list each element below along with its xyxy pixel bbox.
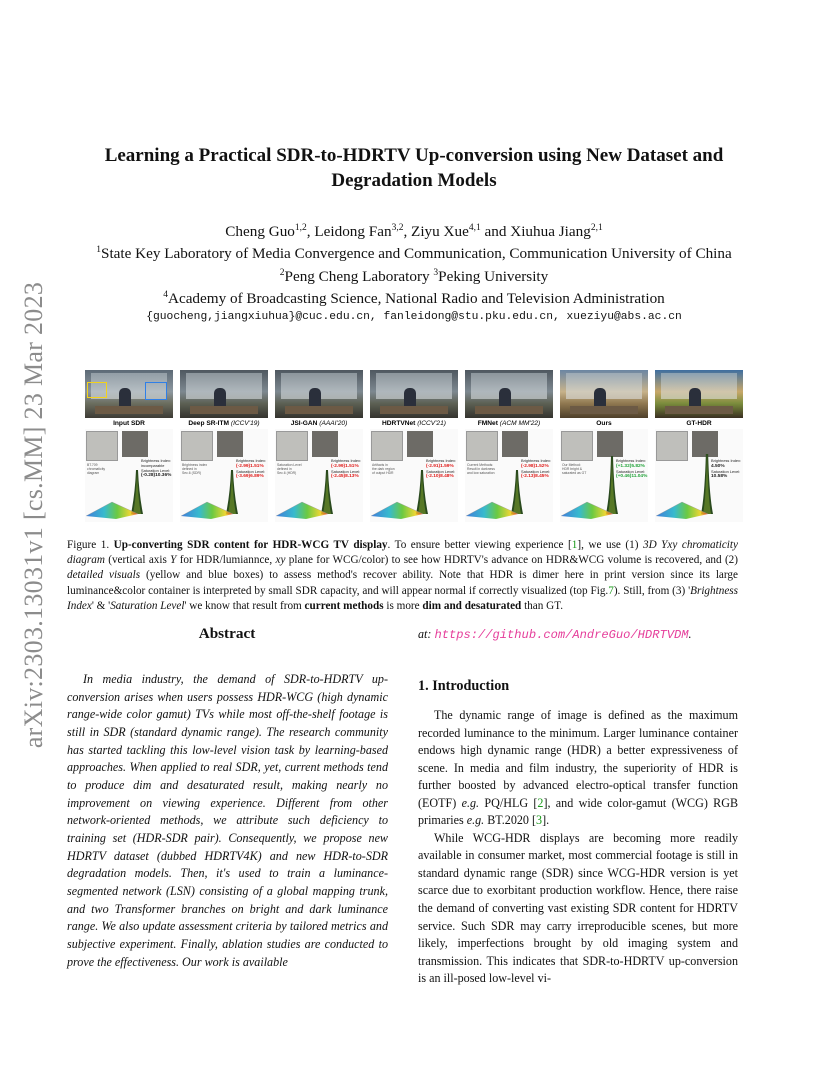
teaser-column <box>655 370 743 522</box>
scene-thumbnail <box>655 370 743 418</box>
yellow-box-icon <box>87 382 107 398</box>
intro-paragraph-1: The dynamic range of image is defined as the maximum recorded luminance to the minimum. Larger luminance container endows high dynamic range (HDR) a better expressiveness of scene. In media and film industry, the superiority of HDR is further boosted by advanced electro-optical transfer function (EOTF) e.g. PQ/HLG [2], and wide color-gamut (WCG) RGB primaries e.g. BT.2020 [3]. <box>418 708 739 828</box>
chromaticity-panel <box>370 429 458 522</box>
availability-prefix: at: <box>418 627 432 641</box>
method-label: Ours <box>596 420 612 427</box>
teaser-column <box>370 370 458 522</box>
intro-text <box>418 707 738 988</box>
availability-suffix: . <box>688 627 692 641</box>
brightness-saturation-index: Brightness Index: (-2.99)1.51% Saturation Level: (-3.69)6.89% <box>236 458 267 480</box>
teaser-column <box>85 370 173 522</box>
detail-crop-yellow <box>466 431 498 461</box>
chromaticity-diagram-icon <box>82 496 140 520</box>
affiliation-3: $^4$Academy of Broadcasting Science, National Radio and Television Administration <box>163 290 665 308</box>
scene-thumbnail <box>275 370 363 418</box>
panel-note: Saturation Level defined in Sec.6 (HDR) <box>277 463 302 476</box>
chromaticity-diagram-icon <box>462 496 520 520</box>
detail-crop-yellow <box>371 431 403 461</box>
figure-caption: Figure 1. Up-converting SDR content for HDR-WCG TV display. To ensure better viewing experience [1], we use (1) 3D Yxy chromaticity diagram (vertical axis Y for HDR/lumiannce, xy plane for WCG/color) to see how HDRTV's advance on HDR&WCG volume is recovered, and (2) detailed visuals (yellow and blue boxes) to assess method's recover ability. Note that HDR is dimer here in print version since its large luminance&color container is interpreted by small SDR capacity, and will appear normal if correctly visualized (top Fig.7). Still, from (3) 'Brightness Index' & 'Saturation Level' we know that result from current methods is more dim and desaturated than GT. <box>67 539 738 612</box>
method-label: FMNet (ACM MM'22) <box>477 420 541 427</box>
teaser-column <box>465 370 553 522</box>
detail-crop-yellow <box>561 431 593 461</box>
detail-crop-yellow <box>181 431 213 461</box>
brightness-saturation-index: Brightness Index: incomparable Saturation Level: (-0.28)10.36% <box>141 458 172 479</box>
abstract-heading: Abstract <box>198 625 256 642</box>
scene-thumbnail <box>370 370 458 418</box>
chromaticity-panel <box>85 429 173 522</box>
teaser-column <box>560 370 648 522</box>
author-emails: {guocheng,jiangxiuhua}@cuc.edu.cn, fanleidong@stu.pku.edu.cn, xueziyu@abs.ac.cn <box>146 311 682 324</box>
affiliation-2: $^2$Peng Cheng Laboratory $^3$Peking University <box>279 267 549 285</box>
affiliation-1: $^1$State Key Laboratory of Media Convergence and Communication, Communication University of China <box>96 245 732 263</box>
chromaticity-diagram-icon <box>177 496 235 520</box>
brightness-saturation-index: Brightness Index: (+1.32)5.82% Saturation Level: (+0.46)11.04% <box>616 458 648 480</box>
scene-thumbnail <box>465 370 553 418</box>
detail-crop-yellow <box>86 431 118 461</box>
arxiv-stamp: arXiv:2303.13031v1 [cs.MM] 23 Mar 2023 <box>19 281 48 749</box>
panel-note: Brightness index defined in Sec.6 (SDR) <box>182 463 208 476</box>
method-label: GT-HDR <box>686 420 712 427</box>
chromaticity-diagram-icon <box>652 496 710 520</box>
intro-heading: 1. Introduction <box>418 678 510 694</box>
scene-thumbnail <box>180 370 268 418</box>
scene-thumbnail <box>85 370 173 418</box>
availability-line <box>418 627 692 642</box>
paper-title: Learning a Practical SDR-to-HDRTV Up-conversion using New Dataset and Degradation Models <box>104 145 724 191</box>
detail-crop-yellow <box>656 431 688 461</box>
panel-note: BT.709 chromaticity diagram <box>87 463 106 476</box>
chromaticity-diagram-icon <box>367 496 425 520</box>
method-label: JSI-GAN (AAAI'20) <box>290 420 348 427</box>
scene-thumbnail <box>560 370 648 418</box>
chromaticity-diagram-icon <box>557 496 615 520</box>
chromaticity-diagram-icon <box>272 496 330 520</box>
brightness-saturation-index: Brightness Index: 4.50% Saturation Level: 10.58% <box>711 458 742 480</box>
blue-box-icon <box>145 382 167 400</box>
teaser-column <box>180 370 268 522</box>
chromaticity-panel <box>465 429 553 522</box>
method-label: Deep SR-ITM (ICCV'19) <box>188 420 260 427</box>
abstract-text: In media industry, the demand of SDR-to-HDRTV up-conversion arises when users possess HDR-WCG (high dynamic range-wide color gamut) TVs while most off-the-shelf footage is still in SDR (standard dynamic range). The research community has started tackling this low-level vision task by learning-based approaches. When applied to real SDR, yet, current methods tend to produce dim and desaturated result, making nearly no improvement on viewing experience. Different from other network-oriented methods, we attribute such deficiency to training set (HDR-SDR pair). Consequently, we propose new HDRTV dataset (dubbed HDRTV4K) and new HDR-to-SDR degradation models. Then, it's used to train a luminance-segmented network (LSN) consisting of a global mapping trunk, and two Transformer branches on bright and dark luminance range. We also update assessment criteria by tailored metrics and subjective experiment. Finally, ablation studies are conducted to prove the effectiveness. Our work is available <box>67 672 388 969</box>
author-names: Cheng Guo$^{1,2}$, Leidong Fan$^{3,2}$, Ziyu Xue$^{4,1}$ and Xiuhua Jiang$^{2,1}$ <box>225 223 603 241</box>
chromaticity-panel <box>560 429 648 522</box>
intro-paragraph-2: While WCG-HDR displays are becoming more readily available in consumer market, most commercial footage is still in standard dynamic range (SDR) since WCG-HDR version is yet scarce due to exorbitant production workflow. Hence, there raise the demand of converting vast existing SDR content for HDRTV service. Such SDR may carry irreproducible scenes, but more likely, imperfections brought by old imaging system and transmission. This indicates that SDR-to-HDRTV up-conversion is an ill-posed low-level vi- <box>418 830 738 986</box>
github-link[interactable]: https://github.com/AndreGuo/HDRTVDM <box>434 628 689 642</box>
detail-crop-yellow <box>276 431 308 461</box>
panel-note: Current Methods: Result in darkness and low saturation <box>467 463 495 476</box>
panel-note: Our Method: HDR bright & saturated as GT <box>562 463 587 476</box>
brightness-saturation-index: Brightness Index: (-2.91)1.59% Saturation Level: (-2.10)8.48% <box>426 458 457 480</box>
method-label: Input SDR <box>113 420 145 427</box>
teaser-column <box>275 370 363 522</box>
brightness-saturation-index: Brightness Index: (-2.98)1.52% Saturation Level: (-2.13)8.45% <box>521 458 552 480</box>
chromaticity-panel <box>275 429 363 522</box>
teaser-figure <box>85 370 743 522</box>
chromaticity-panel <box>180 429 268 522</box>
chromaticity-panel <box>655 429 743 522</box>
method-label: HDRTVNet (ICCV'21) <box>382 420 446 427</box>
panel-note: Artifacts in the dark region of output HDR <box>372 463 395 476</box>
author-block <box>60 219 768 328</box>
brightness-saturation-index: Brightness Index: (-2.99)1.51% Saturation Level: (-2.45)8.13% <box>331 458 362 480</box>
